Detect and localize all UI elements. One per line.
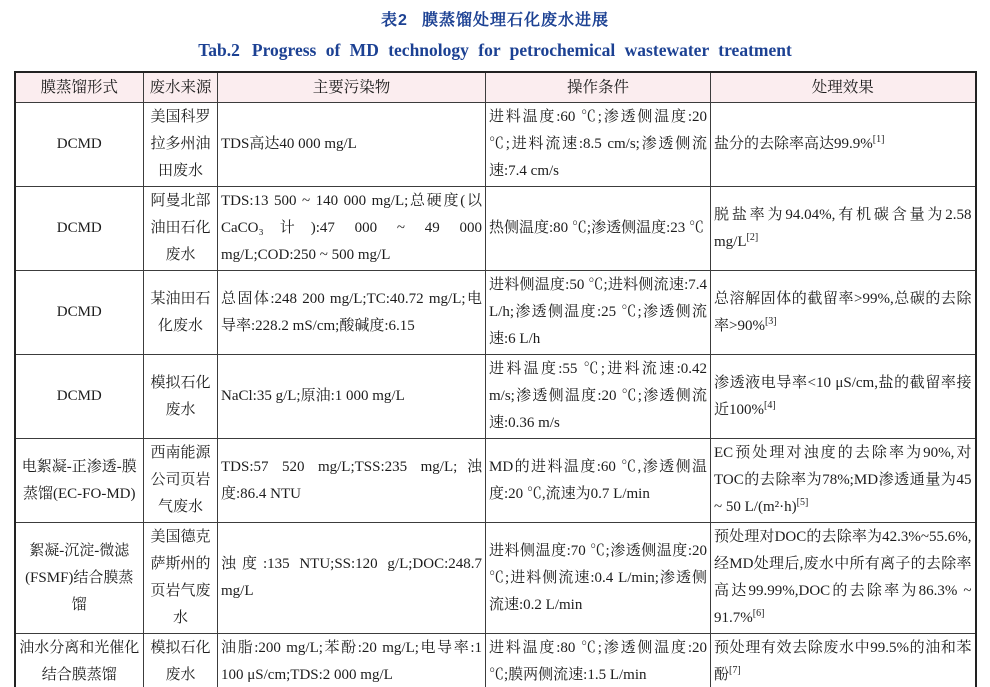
effect-cell: 预处理对DOC的去除率为42.3%~55.6%,经MD处理后,废水中所有离子的去除率高达99.99%,DOC的去除率为86.3% ~ 91.7%[6] — [711, 523, 976, 634]
table-row — [15, 634, 976, 687]
source-cell: 西南能源公司页岩气废水 — [144, 439, 218, 523]
source-cell: 某油田石化废水 — [144, 271, 218, 355]
reference-marker: [2] — [746, 231, 759, 243]
table-title-zh — [0, 7, 990, 30]
header-md-form: 膜蒸馏形式 — [15, 72, 144, 103]
conditions-cell: 进料温度:60 ℃;渗透侧温度:20 ℃;进料流速:8.5 cm/s;渗透侧流速:7.4 cm/s — [486, 103, 711, 187]
pollutants-cell: 浊度:135 NTU;SS:120 g/L;DOC:248.7 mg/L — [218, 523, 486, 634]
reference-marker: [7] — [729, 665, 741, 676]
md-form-cell: 油水分离和光催化结合膜蒸馏 — [15, 634, 144, 687]
md-form-cell: DCMD — [15, 271, 144, 355]
source-cell: 美国科罗拉多州油田废水 — [144, 103, 218, 187]
conditions-cell: 进料温度:55 ℃;进料流速:0.42 m/s;渗透侧温度:20 ℃;渗透侧流速:0.36 m/s — [486, 355, 711, 439]
table-title-zh-label: 表2 — [381, 12, 408, 29]
table-row — [15, 187, 976, 271]
md-form-cell: 絮凝-沉淀-微滤(FSMF)结合膜蒸馏 — [15, 523, 144, 634]
table-row — [15, 523, 976, 634]
pollutants-cell: NaCl:35 g/L;原油:1 000 mg/L — [218, 355, 486, 439]
table-title-zh-text: 膜蒸馏处理石化废水进展 — [421, 12, 609, 29]
effect-cell: EC预处理对浊度的去除率为90%,对TOC的去除率为78%;MD渗透通量为45 ~ 50 L/(m²·h)[5] — [711, 439, 976, 523]
effect-cell: 脱盐率为94.04%,有机碳含量为2.58 mg/L[2] — [711, 187, 976, 271]
pollutants-cell: 油脂:200 mg/L;苯酚:20 mg/L;电导率:1 100 μS/cm;TDS:2 000 mg/L — [218, 634, 486, 687]
md-form-cell: 电絮凝-正渗透-膜蒸馏(EC-FO-MD) — [15, 439, 144, 523]
table-row — [15, 355, 976, 439]
header-conditions: 操作条件 — [486, 72, 711, 103]
pollutants-cell: TDS:13 500 ~ 140 000 mg/L;总硬度(以CaCO₃计):47 000 ~ 49 000 mg/L;COD:250 ~ 500 mg/L — [218, 187, 486, 271]
source-cell: 美国德克萨斯州的页岩气废水 — [144, 523, 218, 634]
md-form-cell: DCMD — [15, 355, 144, 439]
source-cell: 模拟石化废水 — [144, 634, 218, 687]
conditions-cell: 热侧温度:80 ℃;渗透侧温度:23 ℃ — [486, 187, 711, 271]
source-cell: 模拟石化废水 — [144, 355, 218, 439]
md-form-cell: DCMD — [15, 103, 144, 187]
reference-marker: [6] — [752, 608, 765, 619]
effect-cell: 渗透液电导率<10 μS/cm,盐的截留率接近100%[4] — [711, 355, 976, 439]
table-row — [15, 439, 976, 523]
effect-cell: 预处理有效去除废水中99.5%的油和苯酚[7] — [711, 634, 976, 687]
reference-marker: [1] — [872, 134, 885, 145]
header-source: 废水来源 — [144, 72, 218, 103]
table-title-en — [0, 40, 990, 61]
conditions-cell: MD的进料温度:60 ℃,渗透侧温度:20 ℃,流速为0.7 L/min — [486, 439, 711, 523]
effect-cell: 盐分的去除率高达99.9%[1] — [711, 103, 976, 187]
header-pollutants: 主要污染物 — [218, 72, 486, 103]
table-title-en-text: Progress of MD technology for petrochemical wastewater treatment — [251, 40, 792, 60]
pollutants-cell: TDS:57 520 mg/L;TSS:235 mg/L;浊度:86.4 NTU — [218, 439, 486, 523]
table-body — [15, 103, 976, 687]
reference-marker: [3] — [764, 315, 777, 327]
conditions-cell: 进料温度:80 ℃;渗透侧温度:20 ℃;膜两侧流速:1.5 L/min — [486, 634, 711, 687]
pollutants-cell: TDS高达40 000 mg/L — [218, 103, 486, 187]
reference-marker: [5] — [796, 497, 809, 508]
conditions-cell: 进料侧温度:50 ℃;进料侧流速:7.4 L/h;渗透侧温度:25 ℃;渗透侧流速:6 L/h — [486, 271, 711, 355]
effect-cell: 总溶解固体的截留率>99%,总碳的去除率>90%[3] — [711, 271, 976, 355]
source-cell: 阿曼北部油田石化废水 — [144, 187, 218, 271]
conditions-cell: 进料侧温度:70 ℃;渗透侧温度:20 ℃;进料侧流速:0.4 L/min;渗透侧流速:0.2 L/min — [486, 523, 711, 634]
reference-marker: [4] — [764, 399, 776, 411]
md-form-cell: DCMD — [15, 187, 144, 271]
table-row — [15, 271, 976, 355]
header-effect: 处理效果 — [711, 72, 976, 103]
table-header-row — [15, 72, 976, 103]
table-row — [15, 103, 976, 187]
table-title-en-label: Tab.2 — [198, 40, 240, 60]
pollutants-cell: 总固体:248 200 mg/L;TC:40.72 mg/L;电导率:228.2 mS/cm;酸碱度:6.15 — [218, 271, 486, 355]
md-progress-table — [14, 71, 977, 687]
